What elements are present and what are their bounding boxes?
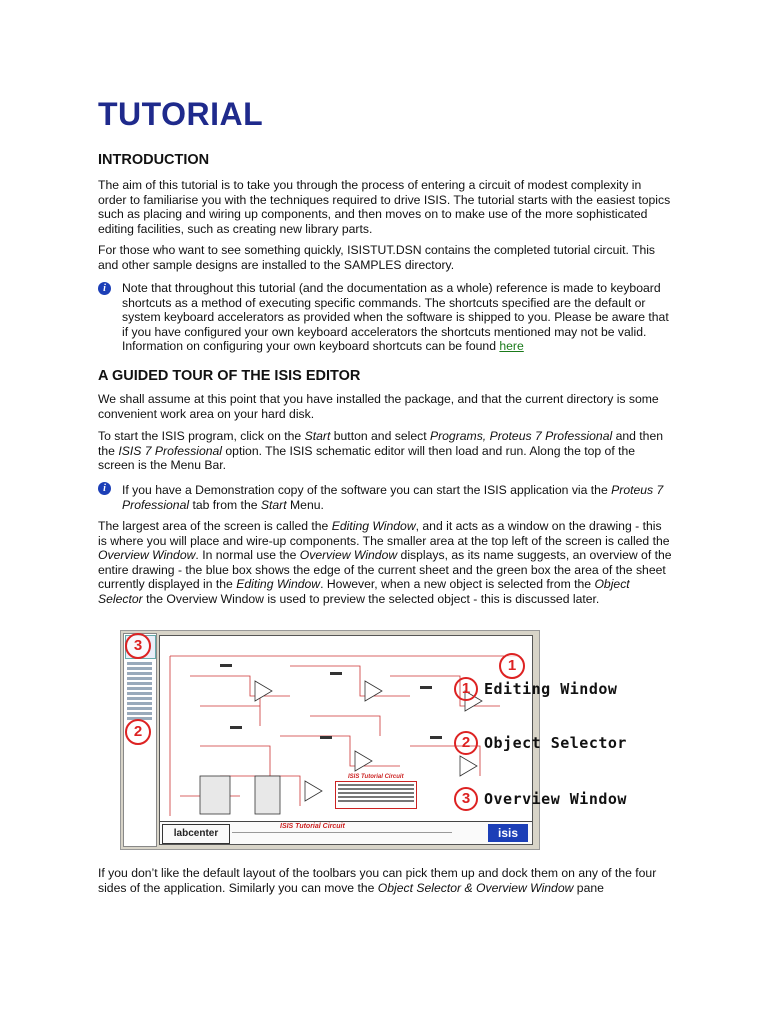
labcenter-logo: labcenter bbox=[162, 824, 230, 844]
shortcut-note bbox=[122, 281, 672, 354]
section-heading-guided-tour: A GUIDED TOUR OF THE ISIS EDITOR bbox=[98, 368, 361, 384]
intro-paragraph-1: The aim of this tutorial is to take you through the process of entering a circuit of modest complexity in order to familiarise you with the techniques required to drive ISIS. The tutorial starts with the easiest topics such as placing and wiring up components, and then moves on to make use of the more sophisticated editing facilities, such as creating new library parts. bbox=[98, 178, 671, 236]
tour-paragraph-1: We shall assume at this point that you have installed the package, and that the current directory is some convenient work area on your hard disk. bbox=[98, 392, 659, 421]
tour-paragraph-2: To start the ISIS program, click on the Start button and select Programs, Proteus 7 Professional and then the ISIS 7 Professional option. The ISIS schematic editor will then load and run. Along the top of the screen is the Menu Bar. bbox=[98, 429, 664, 473]
title-block bbox=[160, 821, 532, 844]
tour-paragraph-4: If you don’t like the default layout of the toolbars you can pick them up and dock them on any of the four sides of the application. Similarly you can move the Object Selector & Overview Window pane bbox=[98, 866, 657, 895]
shortcut-note-text: Note that throughout this tutorial (and the documentation as a whole) reference is made to keyboard shortcuts as a method of executing specific commands. The shortcuts specified are the default or system keyboard accelerators as provided when the software is shipped to you. Please be aware that if you have configured your own keyboard accelerators the shortcuts mentioned may not be valid. Information on configuring your own keyboard shortcuts can be found bbox=[122, 281, 669, 354]
title-block-title: ISIS Tutorial Circuit bbox=[280, 823, 345, 830]
demo-note: If you have a Demonstration copy of the software you can start the ISIS application via the Proteus 7 Professional tab from the Start Menu. bbox=[122, 483, 664, 512]
page-title: TUTORIAL bbox=[98, 96, 264, 132]
callout-number: 1 bbox=[454, 677, 478, 701]
callout-label: Overview Window bbox=[484, 790, 627, 808]
marker-overview: 3 bbox=[125, 633, 151, 659]
drawing-legend-title: ISIS Tutorial Circuit bbox=[348, 774, 404, 780]
tour-paragraph-3: The largest area of the screen is called the Editing Window, and it acts as a window on the drawing - this is where you will place and wire-up components. The smaller area at the top left of the screen is called the Overview Window. In normal use the Overview Window displays, as its name suggests, an overview of the entire drawing - the blue box shows the edge of the current sheet and the green box the area of the sheet currently displayed in the Editing Window. However, when a new object is selected from the Object Selector the Overview Window is used to preview the selected object - this is discussed later. bbox=[98, 519, 672, 606]
marker-object-selector: 2 bbox=[125, 719, 151, 745]
info-icon: i bbox=[98, 282, 111, 295]
callout-number: 2 bbox=[454, 731, 478, 755]
marker-editing-window: 1 bbox=[499, 653, 525, 679]
callout-number: 3 bbox=[454, 787, 478, 811]
callout-label: Editing Window bbox=[484, 680, 618, 698]
intro-paragraph-2: For those who want to see something quickly, ISISTUT.DSN contains the completed tutorial circuit. This and other sample designs are installed to the SAMPLES directory. bbox=[98, 243, 656, 272]
drawing-legend-box bbox=[335, 781, 417, 809]
info-icon: i bbox=[98, 482, 111, 495]
isis-logo: isis bbox=[488, 824, 528, 842]
callout-label: Object Selector bbox=[484, 734, 627, 752]
here-link[interactable]: here bbox=[499, 339, 524, 354]
section-heading-introduction: INTRODUCTION bbox=[98, 152, 210, 168]
